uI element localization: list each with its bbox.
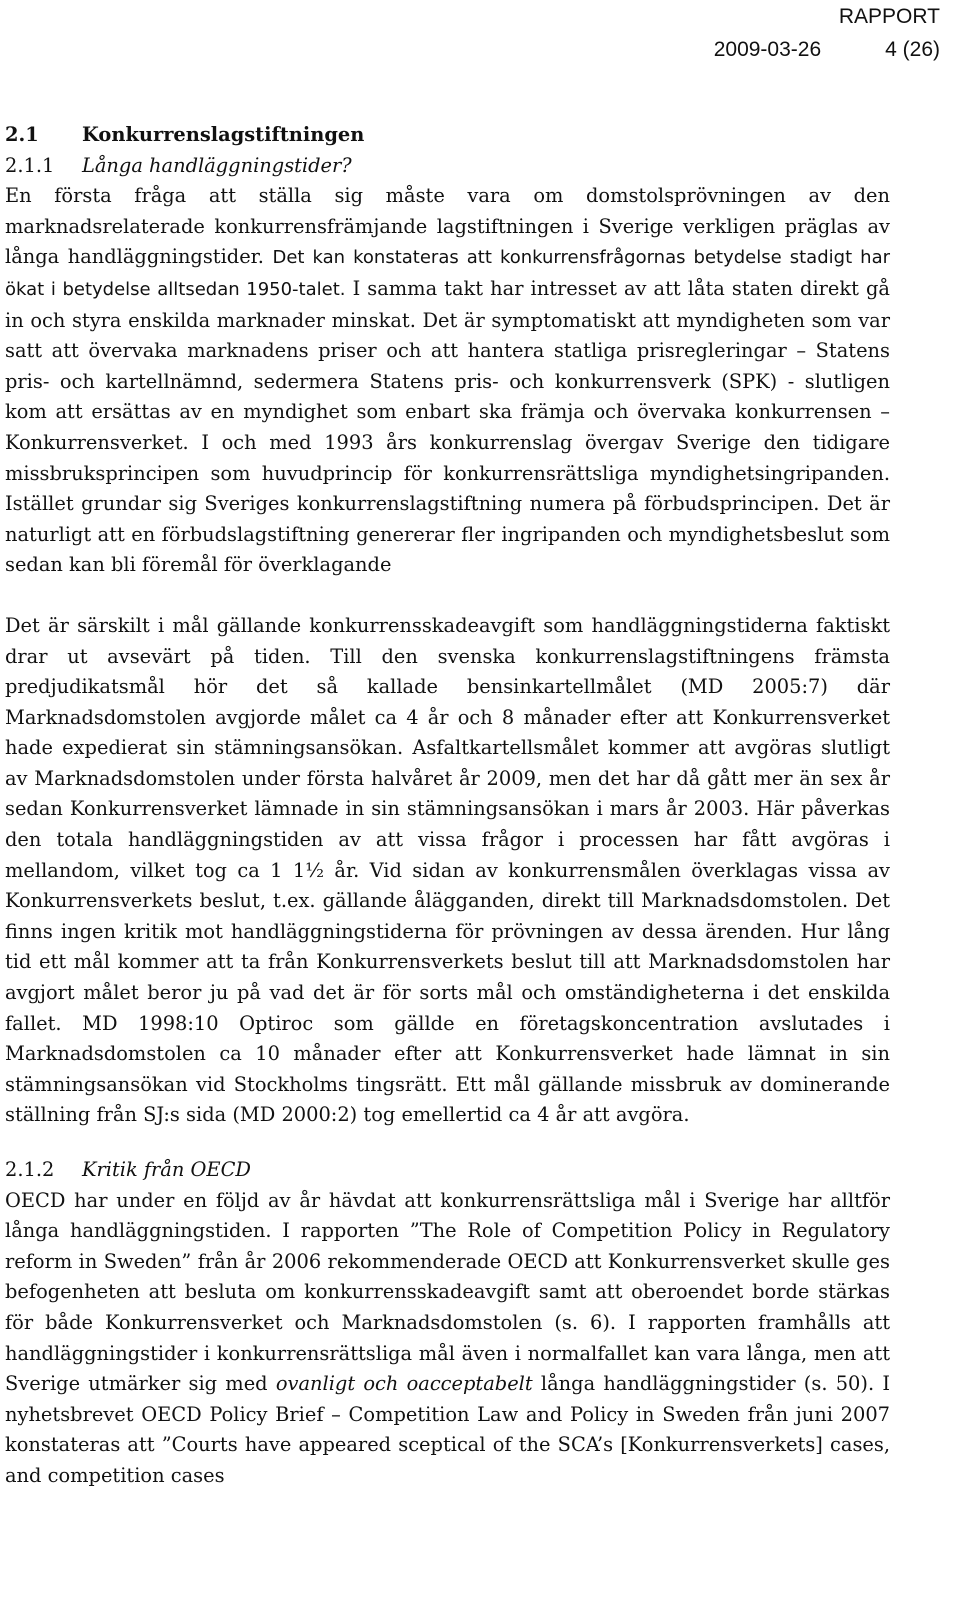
page-header [714, 0, 940, 66]
paragraph-3 [5, 1186, 890, 1492]
page-number: 4 (26) [885, 38, 940, 61]
subsection-heading-1 [5, 151, 890, 182]
subsection-number-2: 2.1.2 [5, 1158, 55, 1181]
paragraph-3-part-a: OECD har under en följd av år hävdat att konkurrensrättsliga mål i Sverige har alltför långa handläggningstiden. I rapporten ”The Role of Competition Policy in Regulatory reform in Sweden” från år 2006 rekommenderade OECD att Konkurrensverket skulle ges befogenheten att besluta om konkurrensskadeavgift samt att oberoendet borde stärkas för både Konkurrensverket och Marknadsdomstolen (s. 6). I rapporten framhålls att handläggningstider i konkurrensrättsliga mål även i normalfallet kan vara långa, men att Sverige utmärker sig med [5, 1188, 890, 1396]
section-number: 2.1 [5, 123, 39, 146]
paragraph-2: Det är särskilt i mål gällande konkurrensskadeavgift som handläggningstiderna faktiskt drar ut avsevärt på tiden. Till den svenska konkurrenslagstiftningens främsta predjudikatsmål hör det så kallade bensinkartellmålet (MD 2005:7) där Marknadsdomstolen avgjorde målet ca 4 år och 8 månader efter att Konkurrensverket hade expedierat sin stämningsansökan. Asfaltkartellsmålet kommer att avgöras slutligt av Marknadsdomstolen under första halvåret år 2009, men det har då gått mer än sex år sedan Konkurrensverket lämnade in sin stämningsansökan i mars år 2003. Här påverkas den totala handläggningstiden av att vissa frågor i processen har fått avgöras i mellandom, vilket tog ca 1 1½ år. Vid sidan av konkurrensmålen överklagas vissa av Konkurrensverkets beslut, t.ex. gällande ålägganden, direkt till Marknadsdomstolen. Det finns ingen kritik mot handläggningstiderna för prövningen av dessa ärenden. Hur lång tid ett mål kommer att ta från Konkurrensverkets beslut till att Marknadsdomstolen har avgjort målet beror ju på vad det är för sorts mål och omständigheterna i det enskilda fallet. MD 1998:10 Optiroc som gällde en företagskoncentration avslutades i Marknadsdomstolen ca 10 månader efter att Konkurrensverket hade lämnat in sin stämningsansökan vid Stockholms tingsrätt. Ett mål gällande missbruk av dominerande ställning från SJ:s sida (MD 2000:2) tog emellertid ca 4 år att avgöra. [5, 613, 890, 1127]
report-label: RAPPORT [838, 5, 940, 28]
paragraph-gap [5, 1131, 890, 1155]
paragraph-gap [5, 581, 890, 611]
subsection-heading-2 [5, 1155, 890, 1186]
paragraph-1 [5, 181, 890, 581]
paragraph-3-emphasis: ovanligt och oacceptabelt [275, 1372, 533, 1396]
paragraph-1-part-b: I samma takt har intresset av att låta staten direkt gå in och styra enskilda marknader minskat. Det är symptomatiskt att myndigheten som var satt att övervaka marknadens priser och att hantera statliga prisregleringar – Statens pris- och kartellnämnd, sedermera Statens pris- och konkurrensverk (SPK) - slutligen kom att ersättas av en myndighet som enbart ska främja och övervaka konkurrensen – Konkurrensverket. I och med 1993 års konkurrenslag övergav Sverige den tidigare missbruksprincipen som huvudprincip för konkurrensrättsliga myndighetsingripanden. Istället grundar sig Sveriges konkurrenslagstiftning numera på förbudsprincipen. Det är naturligt att en förbudslagstiftning genererar fler ingripanden och myndighetsbeslut som sedan kan bli föremål för överklagande [5, 276, 890, 577]
paragraph-3-part-b: långa handläggningstider (s. 50). I nyhetsbrevet OECD Policy Brief – Competition Law and Policy in Sweden från juni 2007 konstateras att ”Courts have appeared sceptical of the SCA’s [Konkurrensverkets] cases, and competition cases [5, 1372, 891, 1487]
report-date: 2009-03-26 [713, 38, 822, 61]
section-title: Konkurrenslagstiftningen [82, 123, 365, 146]
subsection-title-1: Långa handläggningstider? [82, 153, 352, 177]
document-body [5, 120, 890, 1492]
subsection-title-2: Kritik från OECD [82, 1158, 251, 1181]
subsection-number-1: 2.1.1 [5, 153, 55, 177]
section-heading [5, 120, 890, 151]
paragraph-1-part-a: En första fråga att ställa sig måste vara om domstolsprövningen av den marknadsrelaterade konkurrensfrämjande lagstiftningen i Sverige verkligen präglas av långa handläggningstider. [5, 184, 890, 269]
paragraph-1-sans-part: Det kan konstateras att konkurrensfrågornas betydelse stadigt har ökat i betydelse alltsedan 1950-talet. [5, 247, 891, 300]
